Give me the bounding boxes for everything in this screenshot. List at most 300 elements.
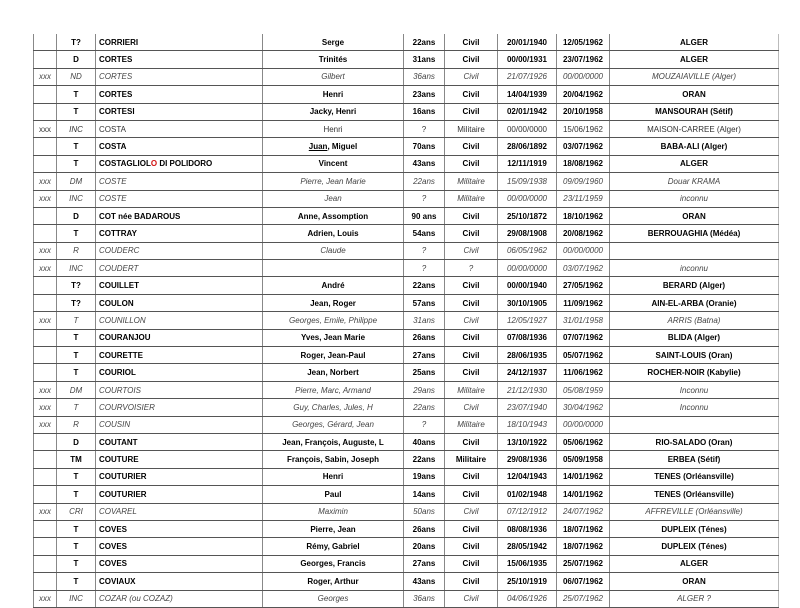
- surname-cell: COULON: [96, 294, 263, 311]
- death-date-cell: 18/07/1962: [557, 538, 610, 555]
- code-cell: D: [57, 433, 96, 450]
- place-cell: DUPLEIX (Ténes): [610, 520, 779, 537]
- birth-date-cell: 00/00/0000: [498, 260, 557, 277]
- code-cell: D: [57, 207, 96, 224]
- table-row: [34, 520, 779, 537]
- firstname-cell: Pierre, Marc, Armand: [263, 381, 404, 398]
- age-cell: 40ans: [404, 433, 445, 450]
- place-cell: BERARD (Alger): [610, 277, 779, 294]
- code-cell: T: [57, 486, 96, 503]
- age-cell: 27ans: [404, 347, 445, 364]
- flag-cell: [34, 364, 57, 381]
- firstname-cell: Jacky, Henri: [263, 103, 404, 120]
- firstname-cell: Georges, Francis: [263, 555, 404, 572]
- code-cell: T: [57, 573, 96, 590]
- firstname-cell: Claude: [263, 242, 404, 259]
- death-date-cell: 25/07/1962: [557, 555, 610, 572]
- surname-cell: COUTANT: [96, 433, 263, 450]
- place-cell: ALGER ?: [610, 590, 779, 607]
- code-cell: ND: [57, 68, 96, 85]
- age-cell: 27ans: [404, 555, 445, 572]
- surname-cell: COSTA: [96, 138, 263, 155]
- table-row: [34, 312, 779, 329]
- place-cell: Douar KRAMA: [610, 173, 779, 190]
- firstname-cell: [263, 138, 404, 155]
- status-cell: Civil: [445, 103, 498, 120]
- place-cell: DUPLEIX (Ténes): [610, 538, 779, 555]
- table-row: [34, 468, 779, 485]
- birth-date-cell: 15/06/1935: [498, 555, 557, 572]
- table-row: [34, 155, 779, 172]
- surname-cell: COUILLET: [96, 277, 263, 294]
- surname-cell: COVES: [96, 538, 263, 555]
- birth-date-cell: 28/05/1942: [498, 538, 557, 555]
- death-date-cell: 20/04/1962: [557, 86, 610, 103]
- age-cell: 90 ans: [404, 207, 445, 224]
- flag-cell: [34, 433, 57, 450]
- age-cell: 43ans: [404, 573, 445, 590]
- table-row: [34, 329, 779, 346]
- place-cell: BERROUAGHIA (Médéa): [610, 225, 779, 242]
- status-cell: Civil: [445, 155, 498, 172]
- death-date-cell: 18/10/1962: [557, 207, 610, 224]
- death-date-cell: 05/08/1959: [557, 381, 610, 398]
- table-row: [34, 51, 779, 68]
- code-cell: T: [57, 347, 96, 364]
- death-date-cell: 24/07/1962: [557, 503, 610, 520]
- death-date-cell: 30/04/1962: [557, 399, 610, 416]
- table-row: [34, 347, 779, 364]
- flag-cell: xxx: [34, 381, 57, 398]
- death-date-cell: 23/11/1959: [557, 190, 610, 207]
- table-row: [34, 503, 779, 520]
- status-cell: Civil: [445, 590, 498, 607]
- flag-cell: xxx: [34, 590, 57, 607]
- status-cell: Militaire: [445, 173, 498, 190]
- firstname-cell: Henri: [263, 86, 404, 103]
- birth-date-cell: 30/10/1905: [498, 294, 557, 311]
- place-cell: MAISON-CARREE (Alger): [610, 120, 779, 137]
- age-cell: 14ans: [404, 486, 445, 503]
- birth-date-cell: 12/05/1927: [498, 312, 557, 329]
- death-date-cell: 11/06/1962: [557, 364, 610, 381]
- status-cell: Civil: [445, 486, 498, 503]
- surname-cell: COURETTE: [96, 347, 263, 364]
- flag-cell: xxx: [34, 120, 57, 137]
- flag-cell: [34, 34, 57, 51]
- surname-cell: COSTA: [96, 120, 263, 137]
- age-cell: 23ans: [404, 86, 445, 103]
- table-row: [34, 277, 779, 294]
- code-cell: T?: [57, 294, 96, 311]
- firstname-cell: Pierre, Jean Marie: [263, 173, 404, 190]
- flag-cell: [34, 329, 57, 346]
- death-date-cell: 14/01/1962: [557, 468, 610, 485]
- age-cell: ?: [404, 120, 445, 137]
- firstname-cell: Roger, Arthur: [263, 573, 404, 590]
- birth-date-cell: 12/11/1919: [498, 155, 557, 172]
- death-date-cell: 20/08/1962: [557, 225, 610, 242]
- death-date-cell: 15/06/1962: [557, 120, 610, 137]
- surname-cell: COTTRAY: [96, 225, 263, 242]
- firstname-cell: Jean: [263, 190, 404, 207]
- birth-date-cell: 29/08/1936: [498, 451, 557, 468]
- surname-cell: COURTOIS: [96, 381, 263, 398]
- firstname-cell: Guy, Charles, Jules, H: [263, 399, 404, 416]
- firstname-cell: Georges: [263, 590, 404, 607]
- status-cell: Civil: [445, 520, 498, 537]
- birth-date-cell: 06/05/1962: [498, 242, 557, 259]
- code-cell: DM: [57, 173, 96, 190]
- code-cell: T: [57, 225, 96, 242]
- surname-cell: COVAREL: [96, 503, 263, 520]
- age-cell: 20ans: [404, 538, 445, 555]
- death-date-cell: 12/05/1962: [557, 34, 610, 51]
- surname-cell: COUTURE: [96, 451, 263, 468]
- flag-cell: xxx: [34, 399, 57, 416]
- death-date-cell: 05/06/1962: [557, 433, 610, 450]
- flag-cell: [34, 207, 57, 224]
- table-row: [34, 486, 779, 503]
- firstname-cell: Roger, Jean-Paul: [263, 347, 404, 364]
- age-cell: 57ans: [404, 294, 445, 311]
- flag-cell: [34, 451, 57, 468]
- flag-cell: xxx: [34, 242, 57, 259]
- surname-cell: CORTES: [96, 68, 263, 85]
- death-date-cell: 23/07/1962: [557, 51, 610, 68]
- table-row: [34, 120, 779, 137]
- age-cell: 70ans: [404, 138, 445, 155]
- birth-date-cell: 15/09/1938: [498, 173, 557, 190]
- code-cell: T: [57, 103, 96, 120]
- place-cell: ALGER: [610, 51, 779, 68]
- firstname-cell: André: [263, 277, 404, 294]
- surname-cell: COUNILLON: [96, 312, 263, 329]
- birth-date-cell: 25/10/1872: [498, 207, 557, 224]
- birth-date-cell: 04/06/1926: [498, 590, 557, 607]
- death-date-cell: 18/07/1962: [557, 520, 610, 537]
- flag-cell: [34, 520, 57, 537]
- place-cell: BABA-ALI (Alger): [610, 138, 779, 155]
- status-cell: Militaire: [445, 416, 498, 433]
- code-cell: INC: [57, 590, 96, 607]
- age-cell: 22ans: [404, 399, 445, 416]
- surname-cell: COUDERT: [96, 260, 263, 277]
- surname-cell: COSTE: [96, 190, 263, 207]
- place-cell: RIO-SALADO (Oran): [610, 433, 779, 450]
- birth-date-cell: 07/12/1912: [498, 503, 557, 520]
- flag-cell: xxx: [34, 416, 57, 433]
- status-cell: Militaire: [445, 190, 498, 207]
- place-cell: ROCHER-NOIR (Kabylie): [610, 364, 779, 381]
- firstname-cell: Serge: [263, 34, 404, 51]
- flag-cell: [34, 277, 57, 294]
- flag-cell: [34, 573, 57, 590]
- table-row: [34, 138, 779, 155]
- age-cell: 36ans: [404, 68, 445, 85]
- firstname-cell: Anne, Assomption: [263, 207, 404, 224]
- age-cell: 22ans: [404, 277, 445, 294]
- status-cell: Civil: [445, 329, 498, 346]
- status-cell: Civil: [445, 573, 498, 590]
- status-cell: Civil: [445, 225, 498, 242]
- place-cell: [610, 242, 779, 259]
- table-row: [34, 399, 779, 416]
- place-cell: ARRIS (Batna): [610, 312, 779, 329]
- age-cell: 31ans: [404, 51, 445, 68]
- surname-cell: COVIAUX: [96, 573, 263, 590]
- birth-date-cell: 25/10/1919: [498, 573, 557, 590]
- table-row: [34, 260, 779, 277]
- table-row: [34, 573, 779, 590]
- surname-cell: COVES: [96, 555, 263, 572]
- code-cell: T: [57, 538, 96, 555]
- status-cell: Civil: [445, 312, 498, 329]
- status-cell: Civil: [445, 207, 498, 224]
- age-cell: 36ans: [404, 590, 445, 607]
- firstname-cell: Rémy, Gabriel: [263, 538, 404, 555]
- firstname-part: , Miguel: [327, 142, 358, 152]
- death-date-cell: 03/07/1962: [557, 138, 610, 155]
- code-cell: T: [57, 520, 96, 537]
- surname-cell: COUTURIER: [96, 486, 263, 503]
- table-row: [34, 451, 779, 468]
- code-cell: INC: [57, 260, 96, 277]
- place-cell: inconnu: [610, 260, 779, 277]
- code-cell: T: [57, 364, 96, 381]
- age-cell: 25ans: [404, 364, 445, 381]
- status-cell: Civil: [445, 468, 498, 485]
- age-cell: 16ans: [404, 103, 445, 120]
- age-cell: 54ans: [404, 225, 445, 242]
- code-cell: T: [57, 86, 96, 103]
- birth-date-cell: 08/08/1936: [498, 520, 557, 537]
- firstname-cell: Yves, Jean Marie: [263, 329, 404, 346]
- flag-cell: [34, 468, 57, 485]
- birth-date-cell: 02/01/1942: [498, 103, 557, 120]
- birth-date-cell: 24/12/1937: [498, 364, 557, 381]
- flag-cell: [34, 347, 57, 364]
- status-cell: Civil: [445, 555, 498, 572]
- flag-cell: [34, 486, 57, 503]
- flag-cell: [34, 86, 57, 103]
- flag-cell: xxx: [34, 68, 57, 85]
- status-cell: Civil: [445, 503, 498, 520]
- age-cell: 26ans: [404, 329, 445, 346]
- table-row: [34, 86, 779, 103]
- status-cell: Civil: [445, 347, 498, 364]
- place-cell: ORAN: [610, 207, 779, 224]
- death-date-cell: 27/05/1962: [557, 277, 610, 294]
- firstname-cell: Vincent: [263, 155, 404, 172]
- surname-cell: CORTES: [96, 51, 263, 68]
- age-cell: 31ans: [404, 312, 445, 329]
- place-cell: Inconnu: [610, 399, 779, 416]
- flag-cell: xxx: [34, 173, 57, 190]
- surname-cell: COURVOISIER: [96, 399, 263, 416]
- age-cell: ?: [404, 416, 445, 433]
- table-row: [34, 590, 779, 607]
- firstname-cell: Gilbert: [263, 68, 404, 85]
- surname-cell: CORTES: [96, 86, 263, 103]
- death-date-cell: 31/01/1958: [557, 312, 610, 329]
- death-date-cell: 00/00/0000: [557, 416, 610, 433]
- place-cell: MANSOURAH (Sétif): [610, 103, 779, 120]
- code-cell: T: [57, 329, 96, 346]
- code-cell: R: [57, 416, 96, 433]
- birth-date-cell: 28/06/1892: [498, 138, 557, 155]
- table-row: [34, 173, 779, 190]
- place-cell: TENES (Orléansville): [610, 486, 779, 503]
- place-cell: ALGER: [610, 155, 779, 172]
- birth-date-cell: 28/06/1935: [498, 347, 557, 364]
- status-cell: Civil: [445, 242, 498, 259]
- status-cell: Militaire: [445, 451, 498, 468]
- place-cell: TENES (Orléansville): [610, 468, 779, 485]
- death-date-cell: 07/07/1962: [557, 329, 610, 346]
- firstname-cell: Pierre, Jean: [263, 520, 404, 537]
- death-date-cell: 05/07/1962: [557, 347, 610, 364]
- flag-cell: [34, 155, 57, 172]
- highlighted-letter: O: [150, 159, 158, 169]
- surname-cell: COT née BADAROUS: [96, 207, 263, 224]
- flag-cell: [34, 103, 57, 120]
- status-cell: Civil: [445, 399, 498, 416]
- status-cell: Civil: [445, 433, 498, 450]
- status-cell: Civil: [445, 364, 498, 381]
- surname-cell: COZAR (ou COZAZ): [96, 590, 263, 607]
- death-date-cell: 06/07/1962: [557, 573, 610, 590]
- code-cell: T: [57, 468, 96, 485]
- firstname-cell: Paul: [263, 486, 404, 503]
- table-row: [34, 433, 779, 450]
- table-row: [34, 103, 779, 120]
- birth-date-cell: 29/08/1908: [498, 225, 557, 242]
- place-cell: SAINT-LOUIS (Oran): [610, 347, 779, 364]
- surname-cell: COVES: [96, 520, 263, 537]
- death-date-cell: 20/10/1958: [557, 103, 610, 120]
- firstname-cell: Adrien, Louis: [263, 225, 404, 242]
- death-date-cell: 11/09/1962: [557, 294, 610, 311]
- code-cell: T: [57, 399, 96, 416]
- flag-cell: xxx: [34, 190, 57, 207]
- code-cell: TM: [57, 451, 96, 468]
- death-date-cell: 09/09/1960: [557, 173, 610, 190]
- age-cell: ?: [404, 242, 445, 259]
- table-row: [34, 555, 779, 572]
- surname-cell: CORRIERI: [96, 34, 263, 51]
- surname-part: COSTAGLIOL: [99, 159, 151, 169]
- death-date-cell: 03/07/1962: [557, 260, 610, 277]
- death-date-cell: 14/01/1962: [557, 486, 610, 503]
- birth-date-cell: 13/10/1922: [498, 433, 557, 450]
- status-cell: ?: [445, 260, 498, 277]
- surname-cell: COURIOL: [96, 364, 263, 381]
- place-cell: AFFREVILLE (Orléansville): [610, 503, 779, 520]
- code-cell: INC: [57, 120, 96, 137]
- code-cell: T: [57, 555, 96, 572]
- code-cell: INC: [57, 190, 96, 207]
- table-row: [34, 68, 779, 85]
- underlined-firstname: Juan: [308, 142, 328, 152]
- birth-date-cell: 07/08/1936: [498, 329, 557, 346]
- status-cell: Civil: [445, 138, 498, 155]
- place-cell: [610, 416, 779, 433]
- age-cell: 22ans: [404, 173, 445, 190]
- birth-date-cell: 18/10/1943: [498, 416, 557, 433]
- code-cell: T: [57, 155, 96, 172]
- firstname-cell: Jean, Roger: [263, 294, 404, 311]
- code-cell: T?: [57, 277, 96, 294]
- birth-date-cell: 00/00/0000: [498, 120, 557, 137]
- table-row: [34, 416, 779, 433]
- place-cell: ORAN: [610, 573, 779, 590]
- age-cell: 26ans: [404, 520, 445, 537]
- status-cell: Civil: [445, 34, 498, 51]
- firstname-cell: Georges, Emile, Philippe: [263, 312, 404, 329]
- surname-cell: COURANJOU: [96, 329, 263, 346]
- death-date-cell: 18/08/1962: [557, 155, 610, 172]
- surname-cell: COUSIN: [96, 416, 263, 433]
- firstname-cell: Jean, François, Auguste, L: [263, 433, 404, 450]
- age-cell: 43ans: [404, 155, 445, 172]
- age-cell: 50ans: [404, 503, 445, 520]
- flag-cell: xxx: [34, 260, 57, 277]
- status-cell: Militaire: [445, 120, 498, 137]
- code-cell: CRI: [57, 503, 96, 520]
- age-cell: 29ans: [404, 381, 445, 398]
- birth-date-cell: 00/00/1931: [498, 51, 557, 68]
- status-cell: Civil: [445, 538, 498, 555]
- status-cell: Civil: [445, 294, 498, 311]
- table-row: [34, 34, 779, 51]
- table-row: [34, 225, 779, 242]
- surname-part: DI POLIDORO: [157, 159, 213, 169]
- flag-cell: [34, 225, 57, 242]
- firstname-cell: Jean, Norbert: [263, 364, 404, 381]
- birth-date-cell: 12/04/1943: [498, 468, 557, 485]
- table-row: [34, 242, 779, 259]
- surname-cell: [96, 155, 263, 172]
- place-cell: ALGER: [610, 34, 779, 51]
- firstname-cell: Maximin: [263, 503, 404, 520]
- firstname-cell: Georges, Gérard, Jean: [263, 416, 404, 433]
- place-cell: AIN-EL-ARBA (Oranie): [610, 294, 779, 311]
- place-cell: BLIDA (Alger): [610, 329, 779, 346]
- place-cell: inconnu: [610, 190, 779, 207]
- code-cell: T: [57, 138, 96, 155]
- firstname-cell: Henri: [263, 468, 404, 485]
- table-row: [34, 538, 779, 555]
- code-cell: R: [57, 242, 96, 259]
- firstname-cell: Trinités: [263, 51, 404, 68]
- firstname-cell: François, Sabin, Joseph: [263, 451, 404, 468]
- death-date-cell: 25/07/1962: [557, 590, 610, 607]
- flag-cell: [34, 538, 57, 555]
- table-row: [34, 207, 779, 224]
- birth-date-cell: 21/07/1926: [498, 68, 557, 85]
- flag-cell: [34, 555, 57, 572]
- flag-cell: [34, 51, 57, 68]
- birth-date-cell: 01/02/1948: [498, 486, 557, 503]
- birth-date-cell: 00/00/0000: [498, 190, 557, 207]
- code-cell: T: [57, 312, 96, 329]
- place-cell: Inconnu: [610, 381, 779, 398]
- birth-date-cell: 21/12/1930: [498, 381, 557, 398]
- table-row: [34, 294, 779, 311]
- death-date-cell: 00/00/0000: [557, 242, 610, 259]
- age-cell: 22ans: [404, 451, 445, 468]
